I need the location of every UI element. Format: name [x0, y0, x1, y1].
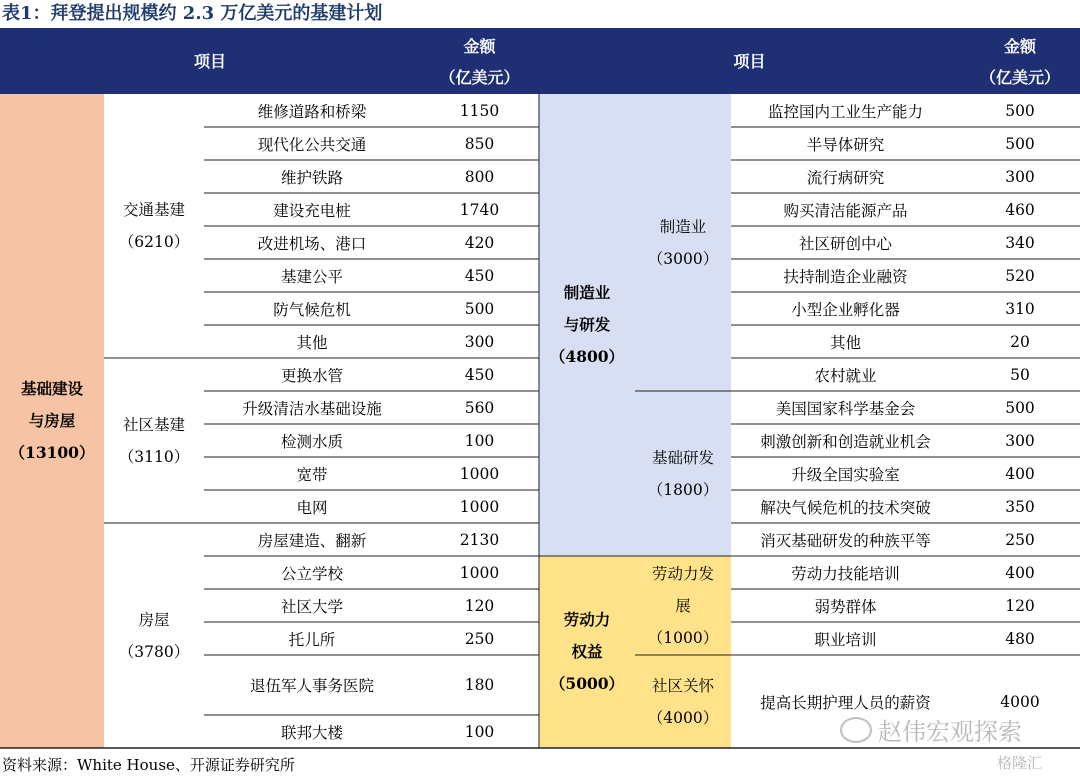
- right-row-amount-cell: 400: [1005, 563, 1035, 582]
- right-row-amount-cell: 500: [1005, 134, 1035, 153]
- left-row-item-cell: 退伍军人事务医院: [249, 677, 374, 695]
- source-note: 资料来源：White House、开源证券研究所: [2, 756, 295, 774]
- right-row-item-cell: 其他: [829, 333, 861, 352]
- right-row-amount-cell: 250: [1005, 530, 1035, 549]
- wechat-icon: [840, 717, 872, 743]
- right-row-item-cell: 提高长期护理人员的薪资: [760, 693, 931, 712]
- right-row-item-cell: 刺激创新和创造就业机会: [760, 432, 931, 451]
- right-row-amount-cell: 120: [1005, 596, 1035, 615]
- right-row-item-cell: 半导体研究: [806, 135, 885, 154]
- right-row-amount-cell: 500: [1005, 398, 1035, 417]
- left-row-item-cell: 防气候危机: [273, 300, 351, 319]
- right-row-item-cell: 弱势群体: [814, 597, 877, 616]
- left-row-amount-cell: 1150: [459, 101, 500, 120]
- right-row-amount-cell: 500: [1005, 101, 1035, 120]
- left-row-item-cell: 电网: [296, 498, 328, 517]
- left-row-item-cell: 现代化公共交通: [257, 135, 367, 154]
- right-row-item-cell: 购买清洁能源产品: [783, 201, 908, 220]
- left-row-item-cell: 联邦大楼: [280, 723, 343, 742]
- right-row-item-cell: 劳动力技能培训: [791, 564, 900, 583]
- right-row-item-cell: 美国国家科学基金会: [775, 399, 916, 418]
- right-row-item-cell: 小型企业孵化器: [791, 300, 900, 319]
- left-row-amount-cell: 2130: [459, 530, 500, 549]
- right-row-amount-cell: 460: [1005, 200, 1035, 219]
- right-row-amount-cell: 340: [1005, 233, 1035, 252]
- left-row-item-cell: 基建公平: [280, 267, 343, 286]
- right-row-item-cell: 流行病研究: [806, 168, 885, 187]
- watermark: 赵伟宏观探索: [840, 712, 1022, 747]
- right-row-item-cell: 监控国内工业生产能力: [767, 102, 923, 121]
- right-row-amount-cell: 310: [1005, 299, 1035, 318]
- group-manufacturing-rd: 制造业 与研发 （4800）: [549, 283, 625, 366]
- left-row-amount-cell: 100: [464, 431, 495, 450]
- left-row-item-cell: 建设充电桩: [273, 201, 351, 220]
- right-row-amount-cell: 20: [1010, 332, 1030, 351]
- left-row-amount-cell: 180: [464, 676, 495, 694]
- left-row-item-cell: 社区大学: [280, 597, 343, 616]
- left-row-amount-cell: 560: [464, 398, 495, 417]
- left-row-item-cell: 公立学校: [280, 564, 343, 583]
- subgroup-labor-development: 劳动力发 展 （1000）: [647, 564, 719, 647]
- right-row-amount-cell: 400: [1005, 464, 1035, 483]
- right-row-item-cell: 农村就业: [814, 366, 877, 385]
- header-right-item: 项目: [539, 29, 960, 94]
- right-row-item-cell: 扶持制造企业融资: [783, 267, 908, 286]
- left-row-amount-cell: 850: [464, 134, 495, 153]
- right-row-amount-cell: 350: [1005, 497, 1035, 516]
- right-row-amount-cell: 480: [1005, 629, 1035, 648]
- right-row-amount-cell: 300: [1005, 431, 1035, 450]
- right-row-item-cell: 社区研创中心: [798, 234, 892, 253]
- left-row-amount-cell: 100: [464, 722, 495, 741]
- header-left-item: 项目: [0, 29, 420, 94]
- left-row-item-cell: 宽带: [296, 465, 328, 484]
- table-caption: 表1：拜登提出规模约 2.3 万亿美元的基建计划: [2, 3, 383, 24]
- subgroup-manufacturing: 制造业 （3000）: [647, 217, 719, 268]
- left-row-item-cell: 升级清洁水基础设施: [242, 399, 382, 418]
- left-row-item-cell: 改进机场、港口: [257, 234, 367, 253]
- group-infrastructure-housing: 基础建设 与房屋 （13100）: [9, 379, 95, 462]
- left-row-amount-cell: 800: [464, 167, 495, 186]
- left-row-amount-cell: 450: [464, 266, 495, 285]
- left-row-amount-cell: 500: [464, 299, 495, 318]
- left-row-item-cell: 更换水管: [280, 366, 343, 385]
- right-row-item-cell: 升级全国实验室: [791, 465, 900, 484]
- left-row-amount-cell: 120: [464, 596, 495, 615]
- group-labor-rights: 劳动力 权益 （5000）: [549, 610, 625, 693]
- watermark-secondary: 格隆汇: [997, 754, 1043, 772]
- right-row-amount-cell: 520: [1005, 266, 1035, 285]
- left-row-item-cell: 房屋建造、翻新: [257, 531, 367, 550]
- subgroup-basic-rd: 基础研发 （1800）: [647, 448, 719, 499]
- right-row-amount-cell: 300: [1005, 167, 1035, 186]
- right-row-item-cell: 职业培训: [814, 630, 877, 649]
- subgroup-transport: 交通基建 （6210）: [118, 201, 190, 251]
- left-row-item-cell: 托儿所: [288, 630, 336, 649]
- left-row-item-cell: 维修道路和桥梁: [257, 102, 367, 121]
- left-row-amount-cell: 1000: [459, 464, 500, 483]
- left-row-amount-cell: 300: [464, 332, 495, 351]
- left-row-item-cell: 其他: [296, 333, 328, 352]
- left-row-item-cell: 检测水质: [280, 432, 343, 451]
- right-row-amount-cell: 4000: [1000, 692, 1040, 711]
- right-row-item-cell: 解决气候危机的技术突破: [760, 498, 931, 517]
- right-row-amount-cell: 50: [1010, 365, 1030, 384]
- subgroup-housing: 房屋 （3780）: [118, 610, 190, 661]
- left-row-amount-cell: 250: [464, 629, 495, 648]
- left-row-amount-cell: 420: [464, 233, 495, 252]
- left-row-amount-cell: 1000: [459, 563, 500, 582]
- header-right-amount: 金额 （亿美元）: [960, 29, 1080, 94]
- subgroup-community-care: 社区关怀 （4000）: [647, 676, 719, 727]
- left-row-amount-cell: 1000: [459, 497, 500, 516]
- right-row-item-cell: 消灭基础研发的种族平等: [760, 531, 931, 550]
- left-row-item-cell: 维护铁路: [280, 168, 343, 187]
- header-left-amount: 金额 （亿美元）: [420, 29, 539, 94]
- subgroup-community: 社区基建 （3110）: [118, 415, 190, 466]
- left-row-amount-cell: 450: [464, 365, 495, 384]
- left-row-amount-cell: 1740: [459, 200, 500, 219]
